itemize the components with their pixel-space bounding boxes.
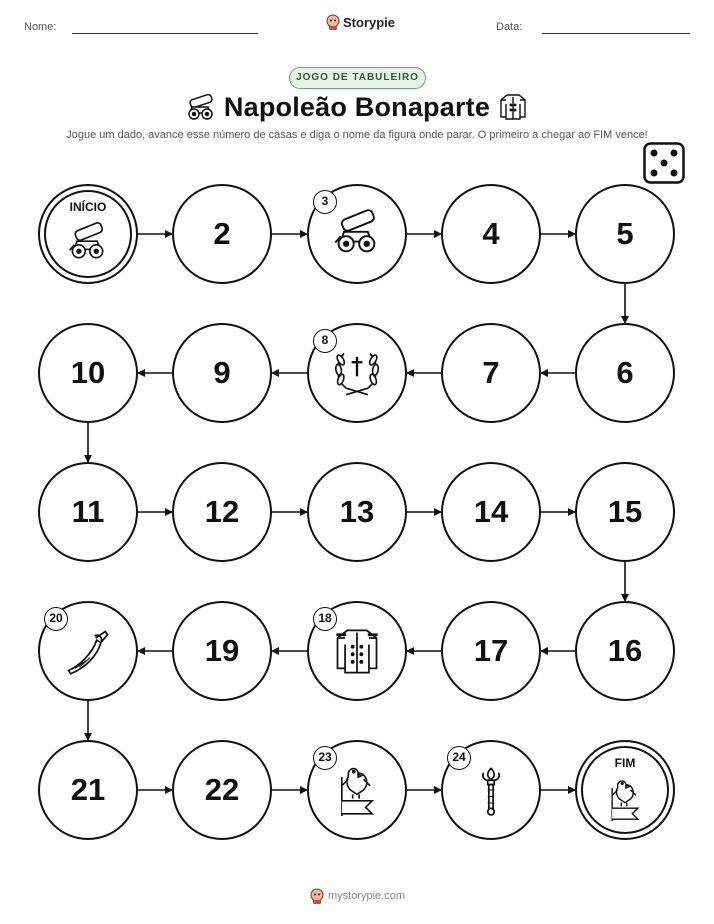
board-space-16 xyxy=(575,601,675,701)
space-number: 17 xyxy=(473,633,509,668)
space-number: 13 xyxy=(339,494,375,529)
storypie-mascot-icon xyxy=(310,888,324,904)
instructions: Jogue um dado, avance esse número de casas e diga o nome da figura onde parar. O primeiro a chegar ao FIM vence! xyxy=(66,129,648,141)
space-number-badge: 24 xyxy=(447,746,471,770)
eagle-standard-icon xyxy=(603,777,647,821)
board-space-24 xyxy=(441,740,541,840)
page-title: Napoleão Bonaparte xyxy=(223,92,491,122)
space-number: 11 xyxy=(71,494,105,529)
cannon-icon xyxy=(331,208,383,260)
sabre-icon xyxy=(62,625,114,677)
board-space-10 xyxy=(38,323,138,423)
space-number: 21 xyxy=(70,772,106,807)
board-space-14 xyxy=(441,462,541,562)
space-number: 2 xyxy=(213,216,231,251)
board-space-12 xyxy=(172,462,272,562)
space-number: 16 xyxy=(607,633,643,668)
board-space-2 xyxy=(172,184,272,284)
footer xyxy=(310,888,405,904)
laurel-wreath-cross-icon xyxy=(331,347,383,399)
space-number-badge: 3 xyxy=(313,190,337,214)
board-space-4 xyxy=(441,184,541,284)
date-label: Data: xyxy=(496,21,523,33)
board-space-15 xyxy=(575,462,675,562)
board-space-6 xyxy=(575,323,675,423)
space-number-badge: 18 xyxy=(313,607,337,631)
board-space-22 xyxy=(172,740,272,840)
space-number: 10 xyxy=(70,355,106,390)
space-number: 7 xyxy=(482,355,500,390)
board-space-11 xyxy=(38,462,138,562)
start-label: INÍCIO xyxy=(69,200,107,214)
board-space-21 xyxy=(38,740,138,840)
name-label: Nome: xyxy=(24,21,57,33)
board-space-7 xyxy=(441,323,541,423)
end-space xyxy=(575,740,675,840)
space-number: 22 xyxy=(204,772,240,807)
scepter-icon xyxy=(465,764,517,816)
board-space-9 xyxy=(172,323,272,423)
board-space-19 xyxy=(172,601,272,701)
board-space-17 xyxy=(441,601,541,701)
space-number: 9 xyxy=(213,355,231,390)
start-space xyxy=(38,184,138,284)
space-number: 12 xyxy=(204,494,240,529)
space-number: 6 xyxy=(616,355,634,390)
space-number: 5 xyxy=(616,216,634,251)
space-number: 15 xyxy=(607,494,643,529)
board-space-13 xyxy=(307,462,407,562)
space-number: 4 xyxy=(482,216,500,251)
space-number-badge: 20 xyxy=(44,607,68,631)
brand-name: Storypie xyxy=(343,14,396,30)
board-space-3 xyxy=(307,184,407,284)
military-coat-icon xyxy=(331,625,383,677)
end-label: FIM xyxy=(614,756,636,770)
board-space-5 xyxy=(575,184,675,284)
board-space-23 xyxy=(307,740,407,840)
space-number-badge: 8 xyxy=(313,329,337,353)
game-type-badge: JOGO DE TABULEIRO xyxy=(289,67,426,89)
eagle-standard-icon xyxy=(331,764,383,816)
board-space-8 xyxy=(307,323,407,423)
board-space-18 xyxy=(307,601,407,701)
footer-url: mystorypie.com xyxy=(328,890,406,902)
cannon-icon xyxy=(66,221,110,265)
space-number-badge: 23 xyxy=(313,746,337,770)
space-number: 19 xyxy=(204,633,240,668)
board-space-20 xyxy=(38,601,138,701)
space-number: 14 xyxy=(473,494,509,529)
